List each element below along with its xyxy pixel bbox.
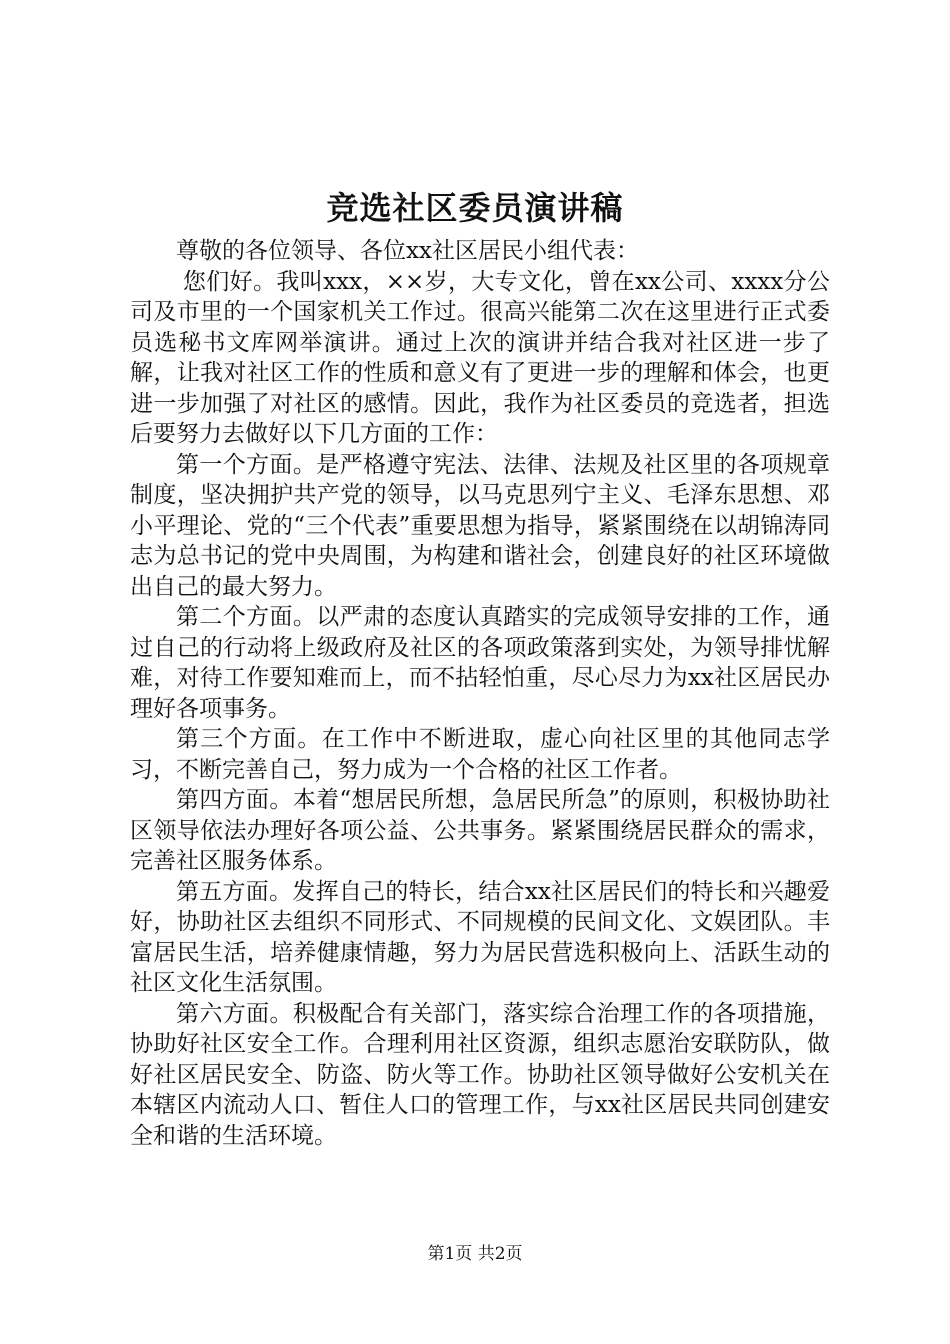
aspect-six-paragraph: 第六方面。积极配合有关部门，落实综合治理工作的各项措施，协助好社区安全工作。合理利用社区资源，组织志愿治安联防队，做好社区居民安全、防盗、防火等工作。协助社区领导做好公安机关在本辖区内流动人口、暂住人口的管理工作，与xx社区居民共同创建安全和谐的生活环境。: [130, 1000, 830, 1149]
salutation-paragraph: 尊敬的各位领导、各位xx社区居民小组代表：: [176, 238, 639, 264]
aspect-four-paragraph: 第四方面。本着“想居民所想，急居民所急”的原则，积极协助社区领导依法办理好各项公益、公共事务。紧紧围绕居民群众的需求，完善社区服务体系。: [130, 787, 830, 874]
aspect-five-paragraph: 第五方面。发挥自己的特长，结合xx社区居民们的特长和兴趣爱好，协助社区去组织不同形式、不同规模的民间文化、文娱团队。丰富居民生活，培养健康情趣，努力为居民营选积极向上、活跃生动的社区文化生活氛围。: [130, 878, 830, 996]
aspect-three-paragraph: 第三个方面。在工作中不断进取，虚心向社区里的其他同志学习，不断完善自己，努力成为一个合格的社区工作者。: [130, 726, 830, 783]
document-title: 竞选社区委员演讲稿: [326, 189, 624, 227]
aspect-one-paragraph: 第一个方面。是严格遵守宪法、法律、法规及社区里的各项规章制度，坚决拥护共产党的领导，以马克思列宁主义、毛泽东思想、邓小平理论、党的“三个代表”重要思想为指导，紧紧围绕在以胡锦涛同志为总书记的党中央周围，为构建和谐社会，创建良好的社区环境做出自己的最大努力。: [130, 451, 830, 600]
greeting-paragraph: 您们好。我叫xxx，××岁，大专文化，曾在xx公司、xxxx分公司及市里的一个国家机关工作过。很高兴能第二次在这里进行正式委员选秘书文库网举演讲。通过上次的演讲并结合我对社区进一步了解，让我对社区工作的性质和意义有了更进一步的理解和体会，也更进一步加强了对社区的感情。因此，我作为社区委员的竞选者，担选后要努力去做好以下几方面的工作：: [130, 268, 830, 447]
page-number-footer: 第1页 共2页: [427, 1244, 523, 1264]
document-body: [130, 236, 830, 1151]
aspect-two-paragraph: 第二个方面。以严肃的态度认真踏实的完成领导安排的工作，通过自己的行动将上级政府及社区的各项政策落到实处，为领导排忧解难，对待工作要知难而上，而不拈轻怕重，尽心尽力为xx社区居民办理好各项事务。: [130, 604, 830, 722]
